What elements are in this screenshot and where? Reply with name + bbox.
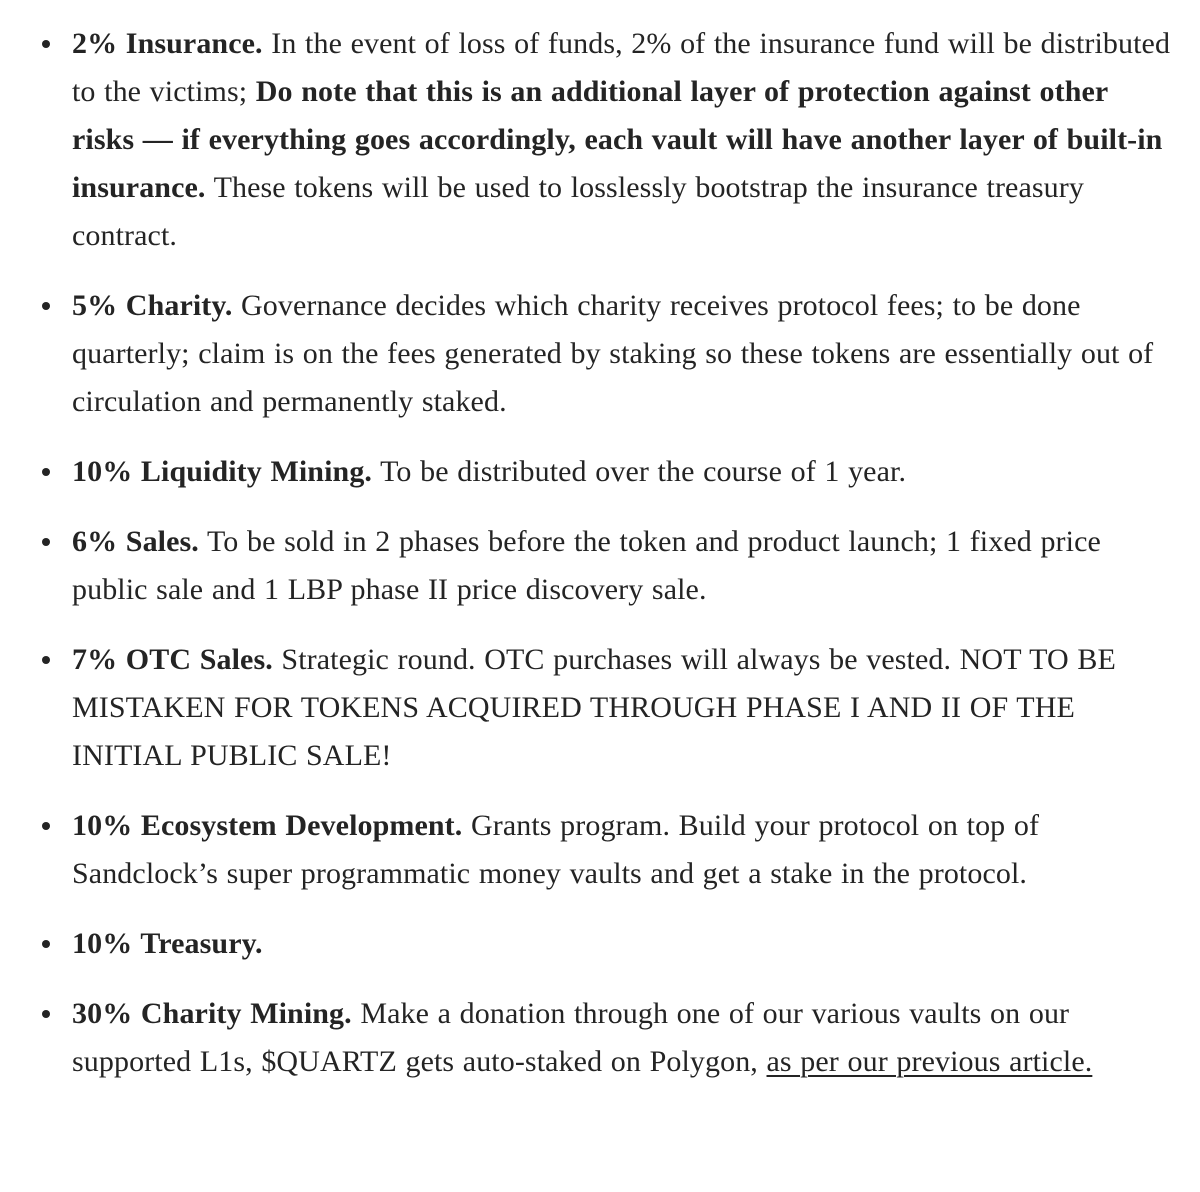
item-lead-text: 10% Ecosystem Development. (72, 809, 463, 842)
list-item (72, 518, 1178, 614)
item-body-text: To be distributed over the course of 1 year. (372, 455, 907, 488)
item-lead-text: 2% Insurance. (72, 27, 263, 60)
list-item (72, 636, 1178, 780)
item-body-text: In the event of loss of funds, 2% of the insurance fund will be distributed to the victims; (72, 27, 1171, 108)
item-lead-text: 7% OTC Sales. (72, 643, 273, 676)
item-body-text: To be sold in 2 phases before the token and product launch; 1 fixed price public sale and 1 LBP phase II price discovery sale. (72, 525, 1101, 606)
item-body-text: Grants program. Build your protocol on top of Sandclock’s super programmatic money vaults and get a stake in the protocol. (72, 809, 1040, 890)
item-lead-text: 6% Sales. (72, 525, 199, 558)
list-item (72, 990, 1178, 1086)
list-item (72, 802, 1178, 898)
item-lead-text: 10% Liquidity Mining. (72, 455, 373, 488)
list-item (72, 920, 1178, 968)
list-item (72, 20, 1178, 260)
item-lead-text: 10% Treasury. (72, 927, 263, 960)
item-body-text: Strategic round. OTC purchases will always be vested. NOT TO BE MISTAKEN FOR TOKENS ACQUIRED THROUGH PHASE I AND II OF THE INITIAL PUBLIC SALE! (72, 643, 1116, 772)
item-lead-text: 5% Charity. (72, 289, 233, 322)
item-lead-text: Do note that this is an additional layer of protection against other risks — if everything goes accordingly, each vault will have another layer of built-in insurance. (72, 75, 1163, 204)
token-distribution-list (72, 20, 1178, 1086)
item-body-text: Make a donation through one of our various vaults on our supported L1s, $QUARTZ gets auto-staked on Polygon, (72, 997, 1070, 1078)
item-body-text: These tokens will be used to losslessly bootstrap the insurance treasury contract. (72, 171, 1084, 252)
previous-article-link[interactable]: as per our previous article. (766, 1045, 1093, 1078)
item-lead-text: 30% Charity Mining. (72, 997, 352, 1030)
item-body-text: Governance decides which charity receives protocol fees; to be done quarterly; claim is on the fees generated by staking so these tokens are essentially out of circulation and permanently staked. (72, 289, 1154, 418)
list-item (72, 282, 1178, 426)
list-item (72, 448, 1178, 496)
